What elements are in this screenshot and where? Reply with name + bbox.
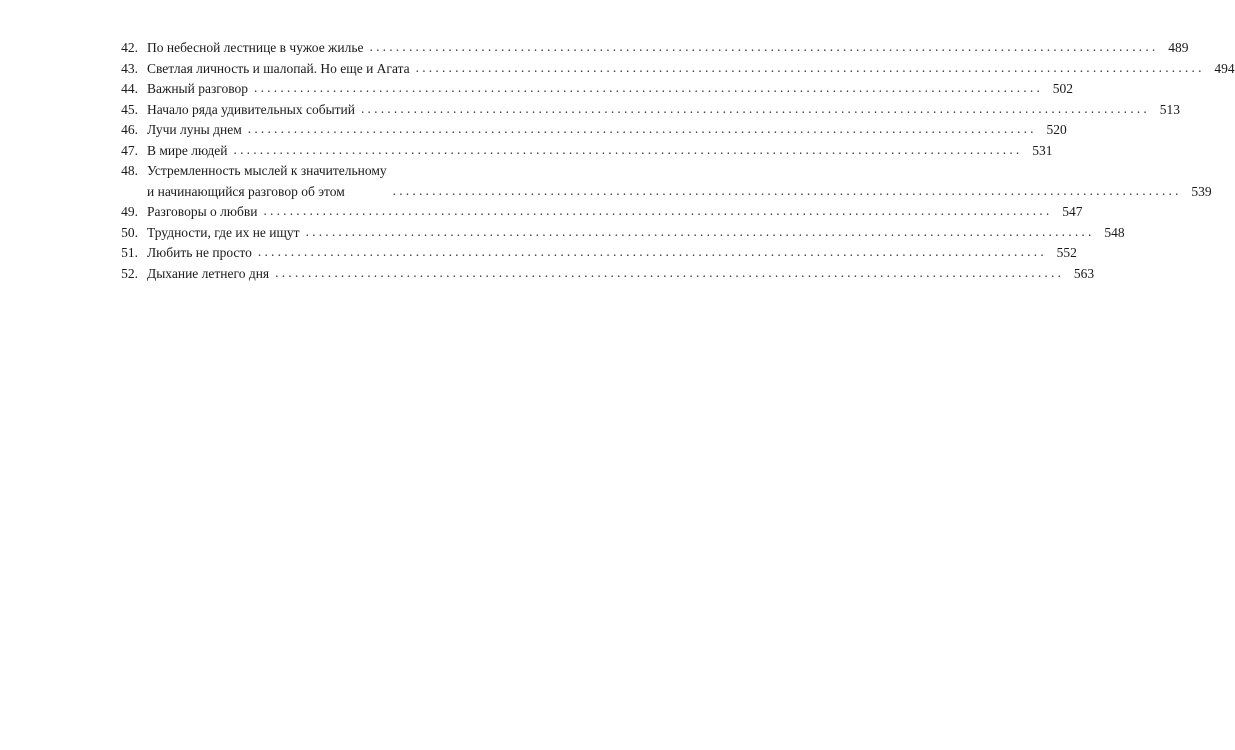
- chapter-title-line: По небесной лестнице в чужое жилье: [147, 40, 364, 55]
- page-number: 563: [1073, 265, 1095, 281]
- toc-entry: [114, 100, 1180, 121]
- chapter-title-line: и начинающийся разговор об этом: [147, 183, 345, 199]
- chapter-title-line: Начало ряда удивительных событий: [147, 101, 355, 117]
- dot-leader: ........................................................................................................................: [415, 59, 1205, 75]
- toc-entry: [114, 59, 1235, 80]
- toc-entry-body: [147, 141, 1053, 162]
- toc-entry: [114, 202, 1083, 223]
- dot-leader: ........................................................................................................................: [360, 100, 1150, 116]
- toc-entry-body: [147, 243, 1077, 264]
- page-number: 502: [1052, 81, 1074, 96]
- chapter-title-line: Любить не просто: [147, 245, 252, 260]
- page-number: 548: [1104, 224, 1125, 240]
- page-number: 494: [1214, 60, 1235, 76]
- chapter-title: [147, 161, 387, 202]
- toc-entry: [114, 141, 1053, 162]
- chapter-title: [147, 202, 257, 223]
- toc-entry-body: [147, 264, 1095, 285]
- chapter-title-line: Разговоры о любви: [147, 204, 258, 219]
- chapter-number: 44.: [121, 81, 138, 96]
- toc-entry: [114, 161, 1212, 202]
- page-number: 513: [1159, 101, 1180, 117]
- page-number: 489: [1168, 40, 1189, 55]
- page-number: 520: [1046, 122, 1067, 137]
- toc-entry-body: [147, 120, 1067, 141]
- toc-entry-body: [147, 223, 1125, 244]
- dot-leader: ........................................................................................................................: [254, 80, 1044, 95]
- toc-entry: [114, 120, 1067, 141]
- chapter-number: 47.: [121, 142, 138, 158]
- dot-leader: ........................................................................................................................: [392, 182, 1182, 198]
- toc-entry-body: [147, 38, 1189, 59]
- chapter-number: 42.: [121, 40, 138, 55]
- table-of-contents: [114, 38, 1235, 284]
- toc-entry-body: [147, 100, 1180, 121]
- chapter-title: [147, 223, 300, 244]
- dot-leader: ........................................................................................................................: [233, 141, 1023, 157]
- page-number: 539: [1191, 183, 1212, 199]
- dot-leader: ........................................................................................................................: [257, 244, 1047, 259]
- chapter-number: 48.: [121, 163, 138, 178]
- chapter-number: 52.: [121, 265, 138, 281]
- toc-entry-body: [147, 79, 1074, 100]
- chapter-number: 45.: [121, 101, 138, 117]
- chapter-title-line: Устремленность мыслей к значительному: [147, 163, 387, 178]
- chapter-title: [147, 79, 248, 100]
- page-number: 531: [1032, 142, 1053, 158]
- chapter-title-line: Дыхание летнего дня: [147, 265, 270, 281]
- chapter-number: 50.: [121, 224, 138, 240]
- toc-entry: [114, 38, 1189, 59]
- toc-entry: [114, 264, 1095, 285]
- chapter-title: [147, 141, 228, 162]
- chapter-title-line: Светлая личность и шалопай. Но еще и Агата: [147, 60, 410, 76]
- chapter-title: [147, 100, 355, 121]
- chapter-title: [147, 243, 252, 264]
- dot-leader: ........................................................................................................................: [305, 223, 1095, 239]
- chapter-title-line: Трудности, где их не ищут: [147, 224, 300, 240]
- chapter-title: [147, 59, 410, 80]
- toc-entry: [114, 79, 1074, 100]
- chapter-title-line: Лучи луны днем: [147, 122, 242, 137]
- chapter-title-line: В мире людей: [147, 142, 228, 158]
- chapter-title: [147, 38, 364, 59]
- dot-leader: ........................................................................................................................: [275, 264, 1065, 280]
- chapter-number: 49.: [121, 204, 138, 219]
- chapter-number: 43.: [121, 60, 138, 76]
- toc-entry-body: [147, 59, 1235, 80]
- chapter-number: 46.: [121, 122, 138, 137]
- chapter-title: [147, 264, 269, 285]
- toc-entry-body: [147, 161, 1212, 202]
- dot-leader: ........................................................................................................................: [263, 203, 1053, 218]
- toc-entry: [114, 243, 1077, 264]
- dot-leader: ........................................................................................................................: [247, 121, 1037, 136]
- page-number: 547: [1062, 204, 1083, 219]
- toc-entry: [114, 223, 1125, 244]
- chapter-title: [147, 120, 242, 141]
- chapter-number: 51.: [121, 245, 138, 260]
- dot-leader: ........................................................................................................................: [369, 39, 1159, 54]
- toc-entry-body: [147, 202, 1083, 223]
- chapter-title-line: Важный разговор: [147, 81, 249, 96]
- page-number: 552: [1056, 245, 1077, 260]
